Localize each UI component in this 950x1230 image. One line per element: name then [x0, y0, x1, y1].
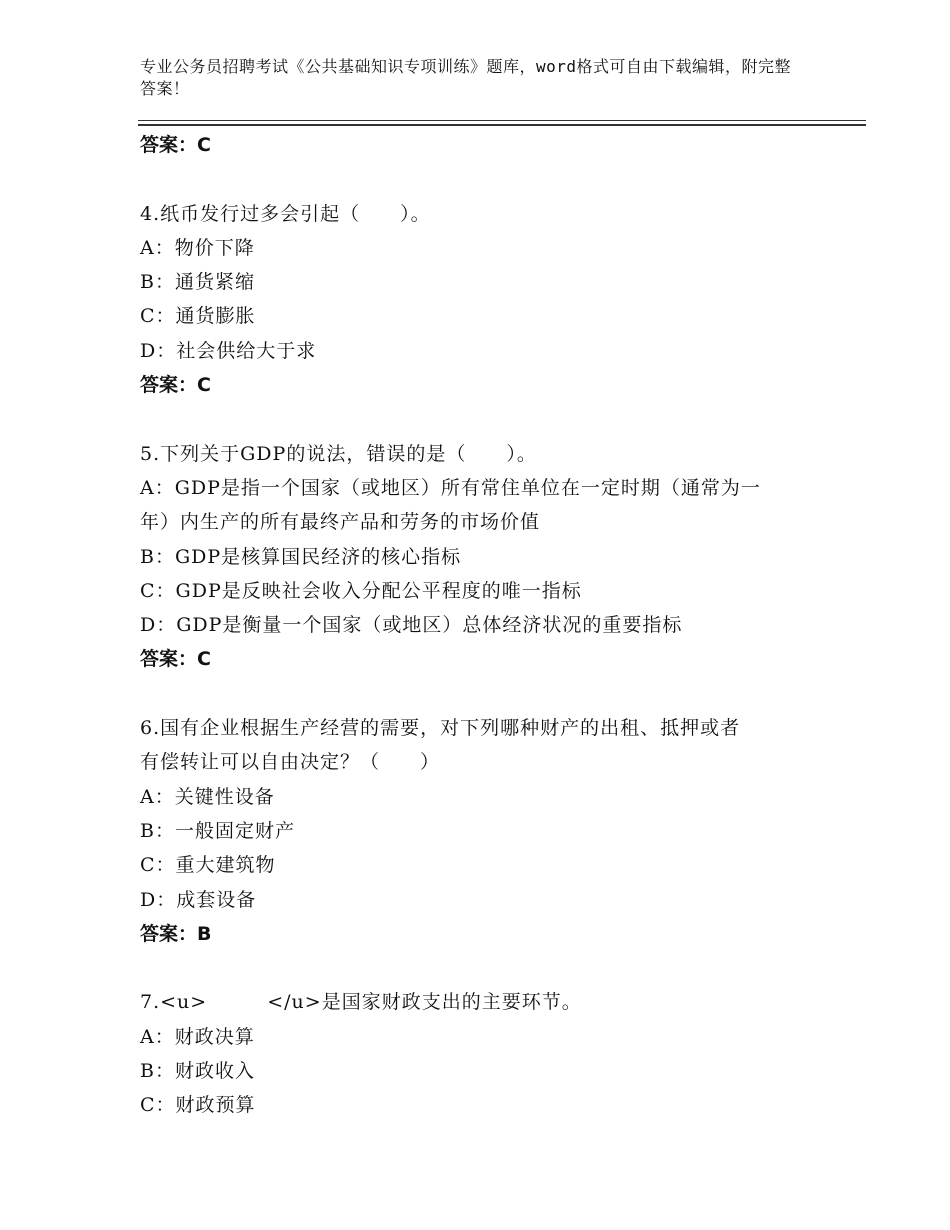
- spacer: [140, 677, 840, 711]
- header-title: 专业公务员招聘考试《公共基础知识专项训练》题库，word格式可自由下载编辑，附完整答案！: [140, 57, 792, 98]
- option-a-continued: 年）内生产的所有最终产品和劳务的市场价值: [140, 511, 541, 534]
- option-b: B：通货紧缩: [140, 271, 255, 294]
- header-rule-thick: [138, 124, 866, 126]
- question-stem: 5.下列关于GDP的说法，错误的是（ ）。: [140, 442, 537, 465]
- header-rule-thin: [138, 120, 866, 121]
- page-header: [140, 56, 800, 100]
- question-4: [140, 197, 840, 403]
- option-d: D：成套设备: [140, 888, 257, 911]
- answer-line: 答案：C: [140, 374, 211, 397]
- option-d: D：社会供给大于求: [140, 339, 317, 362]
- question-5: [140, 437, 840, 677]
- option-c: C：财政预算: [140, 1094, 256, 1117]
- stem-suffix: </u>是国家财政支出的主要环节。: [267, 991, 582, 1014]
- question-stem-continued: 有偿转让可以自由决定？（ ）: [140, 751, 441, 774]
- option-a: A：物价下降: [140, 236, 255, 259]
- option-c: C：通货膨胀: [140, 305, 256, 328]
- option-c: C：GDP是反映社会收入分配公平程度的唯一指标: [140, 579, 582, 602]
- question-list: [140, 128, 840, 1123]
- option-a: A：关键性设备: [140, 785, 275, 808]
- option-a: A：GDP是指一个国家（或地区）所有常住单位在一定时期（通常为一: [140, 476, 761, 499]
- stem-prefix: 7.<u>: [140, 991, 208, 1014]
- option-c: C：重大建筑物: [140, 854, 276, 877]
- question-stem: [140, 985, 840, 1019]
- answer-line: 答案：B: [140, 922, 212, 945]
- option-b: B：一般固定财产: [140, 819, 295, 842]
- question-stem: 4.纸币发行过多会引起（ ）。: [140, 202, 431, 225]
- spacer: [140, 402, 840, 436]
- option-b: B：财政收入: [140, 1060, 255, 1083]
- question-7: [140, 985, 840, 1122]
- option-b: B：GDP是核算国民经济的核心指标: [140, 545, 462, 568]
- option-d: D：GDP是衡量一个国家（或地区）总体经济状况的重要指标: [140, 614, 683, 637]
- spacer: [140, 951, 840, 985]
- question-6: [140, 711, 840, 951]
- answer-line: 答案：C: [140, 648, 211, 671]
- answer-line: 答案：C: [140, 134, 211, 156]
- spacer: [140, 162, 840, 196]
- option-a: A：财政决算: [140, 1025, 255, 1048]
- question-stem: 6.国有企业根据生产经营的需要，对下列哪种财产的出租、抵押或者: [140, 717, 741, 740]
